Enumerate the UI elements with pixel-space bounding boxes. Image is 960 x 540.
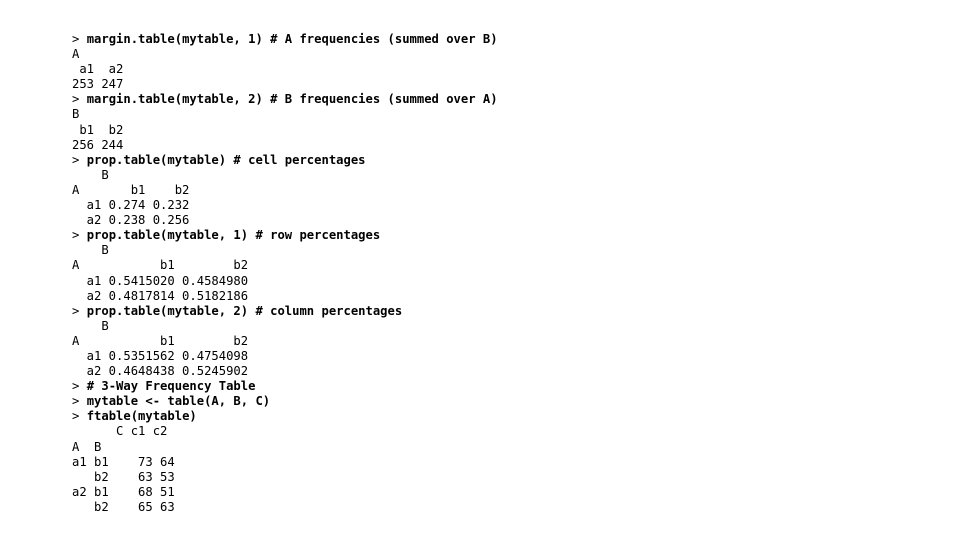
console-command-text: ftable(mytable) (86, 409, 197, 424)
console-output-text: b2 65 63 (72, 499, 175, 514)
console-output-text: b2 63 53 (72, 469, 175, 484)
console-output-line (72, 77, 498, 92)
console-output-text: A b1 b2 (72, 182, 190, 197)
console-output-line (72, 62, 498, 77)
console-command-text: margin.table(mytable, 2) # B frequencies (summed over A) (86, 92, 498, 107)
console-output-line (72, 243, 498, 258)
console-output-text: A b1 b2 (72, 258, 249, 273)
console-output-line (72, 123, 498, 138)
console-output-text: a1 b1 73 64 (72, 454, 175, 469)
console-output-line (72, 440, 498, 455)
console-output-text: C c1 c2 (72, 424, 168, 439)
console-prompt: > (72, 92, 87, 107)
console-output-line (72, 47, 498, 62)
console-output-line (72, 183, 498, 198)
console-prompt: > (72, 303, 87, 318)
console-output-text: a2 0.238 0.256 (72, 213, 190, 228)
console-output-text: a1 a2 (72, 62, 124, 77)
console-output-text: B (72, 243, 109, 258)
console-output-line (72, 258, 498, 273)
console-output-text: A b1 b2 (72, 333, 249, 348)
console-prompt: > (72, 409, 87, 424)
console-command-text: mytable <- table(A, B, C) (86, 394, 271, 409)
console-output-line (72, 455, 498, 470)
console-command-text: prop.table(mytable) # cell percentages (86, 152, 366, 167)
console-output-line (72, 289, 498, 304)
console-output-line (72, 107, 498, 122)
console-output-text: A (72, 47, 80, 62)
console-command-line (72, 32, 498, 47)
console-output-line (72, 485, 498, 500)
console-output-text: B (72, 107, 80, 122)
console-output-text: 256 244 (72, 137, 124, 152)
console-output-text: a1 0.5415020 0.4584980 (72, 273, 249, 288)
console-command-line (72, 304, 498, 319)
console-command-line (72, 92, 498, 107)
console-output-line (72, 364, 498, 379)
console-output-text: b1 b2 (72, 122, 124, 137)
console-command-line (72, 228, 498, 243)
console-command-text: margin.table(mytable, 1) # A frequencies (summed over B) (86, 32, 498, 46)
console-output-line (72, 470, 498, 485)
console-output-text: a2 0.4648438 0.5245902 (72, 364, 249, 379)
console-prompt: > (72, 32, 87, 46)
console-output-text: 253 247 (72, 77, 124, 92)
console-prompt: > (72, 394, 87, 409)
console-prompt: > (72, 379, 87, 394)
console-output-text: a1 0.274 0.232 (72, 198, 190, 213)
console-command-text: # 3-Way Frequency Table (86, 379, 256, 394)
console-command-text: prop.table(mytable, 1) # row percentages (86, 228, 381, 243)
console-prompt: > (72, 152, 87, 167)
console-output-text: B (72, 318, 109, 333)
console-output-line (72, 213, 498, 228)
console-output-line (72, 138, 498, 153)
console-command-line (72, 409, 498, 424)
console-command-text: prop.table(mytable, 2) # column percentages (86, 303, 403, 318)
console-output-line (72, 334, 498, 349)
console-command-line (72, 379, 498, 394)
console-output-line (72, 274, 498, 289)
r-console-output (72, 32, 498, 515)
console-command-line (72, 394, 498, 409)
console-output-text: B (72, 167, 109, 182)
console-output-line (72, 168, 498, 183)
console-prompt: > (72, 228, 87, 243)
console-output-text: a2 0.4817814 0.5182186 (72, 288, 249, 303)
console-output-text: a1 0.5351562 0.4754098 (72, 348, 249, 363)
console-output-line (72, 319, 498, 334)
console-output-line (72, 349, 498, 364)
console-output-line (72, 500, 498, 515)
console-output-line (72, 198, 498, 213)
console-output-line (72, 424, 498, 439)
console-output-text: A B (72, 439, 102, 454)
console-command-line (72, 153, 498, 168)
console-output-text: a2 b1 68 51 (72, 484, 175, 499)
